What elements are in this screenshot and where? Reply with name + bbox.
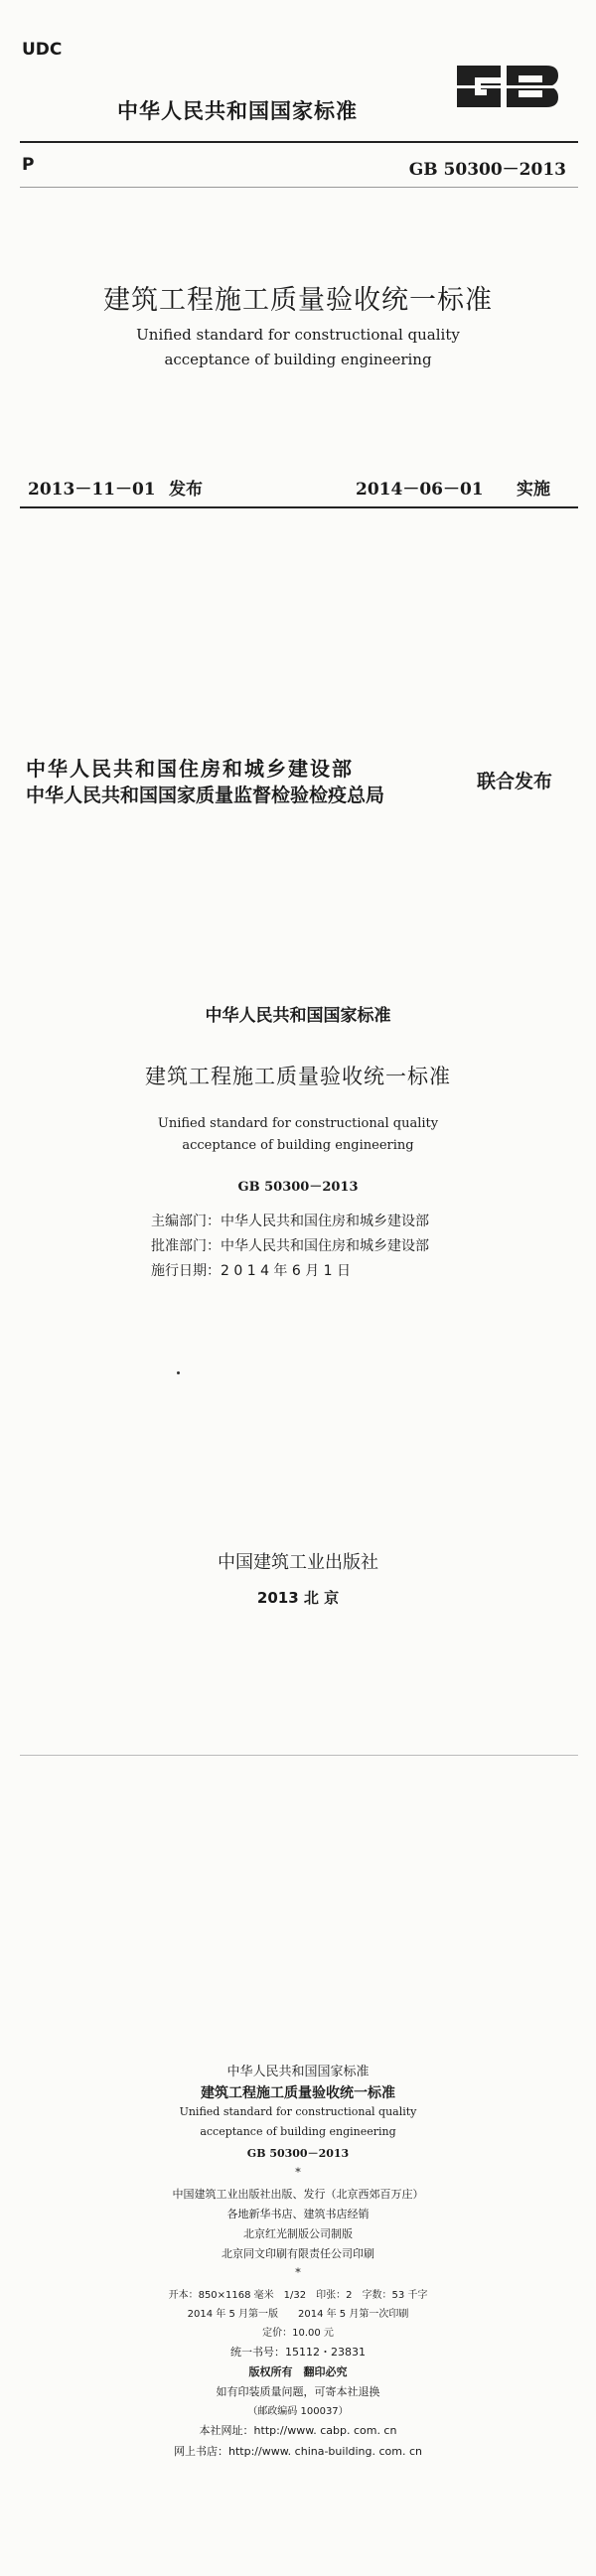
issuer-ministry-housing: 中华人民共和国住房和城乡建设部 bbox=[26, 757, 354, 781]
cover-title-en-1: Unified standard for constructional quality bbox=[136, 326, 460, 344]
cp-printing: 北京同文印刷有限责任公司印刷 bbox=[222, 2247, 374, 2260]
cover-bottom-rule bbox=[20, 506, 578, 508]
title-page bbox=[0, 516, 596, 1306]
cp-star-2: * bbox=[295, 2266, 301, 2279]
cp-typesetting: 北京红光制版公司制版 bbox=[243, 2227, 353, 2240]
cp-national-standard: 中华人民共和国国家标准 bbox=[226, 2065, 370, 2079]
cp-rights: 版权所有 翻印必究 bbox=[248, 2365, 348, 2378]
cp-standard-code: GB 50300－2013 bbox=[246, 2147, 350, 2160]
speck bbox=[177, 1371, 180, 1374]
tp-national-standard: 中华人民共和国国家标准 bbox=[205, 1006, 391, 1026]
issue-word: 发布 bbox=[169, 480, 203, 500]
copyright-page bbox=[0, 1306, 596, 2576]
page-separator bbox=[20, 1755, 578, 1756]
cover-title-en-2: acceptance of building engineering bbox=[164, 351, 432, 368]
cp-publisher-line: 中国建筑工业出版社出版、发行（北京西郊百万庄） bbox=[172, 2188, 424, 2201]
cp-star-1: * bbox=[295, 2166, 301, 2179]
tp-effective-date: 施行日期：2 0 1 4 年 6 月 1 日 bbox=[151, 1263, 352, 1279]
joint-issue-label: 联合发布 bbox=[477, 771, 553, 792]
cover-title-cn: 建筑工程施工质量验收统一标准 bbox=[103, 285, 493, 316]
cp-title-cn: 建筑工程施工质量验收统一标准 bbox=[201, 2085, 395, 2101]
implementation-word: 实施 bbox=[517, 480, 550, 500]
cp-distribution: 各地新华书店、建筑书店经销 bbox=[226, 2208, 370, 2220]
national-standard-label: 中华人民共和国国家标准 bbox=[117, 99, 358, 123]
gb-logo-icon bbox=[447, 62, 564, 111]
tp-chief-editor: 主编部门：中华人民共和国住房和城乡建设部 bbox=[151, 1214, 429, 1229]
implementation-date: 2014－06－01 bbox=[356, 480, 484, 500]
cp-postcode: （邮政编码 100037） bbox=[247, 2406, 349, 2417]
cp-book-number: 统一书号：15112・23831 bbox=[230, 2346, 366, 2359]
issuer-quality-administration: 中华人民共和国国家质量监督检验检疫总局 bbox=[26, 785, 385, 806]
tp-approver: 批准部门：中华人民共和国住房和城乡建设部 bbox=[151, 1238, 429, 1254]
cover-page bbox=[0, 0, 596, 516]
tp-title-cn: 建筑工程施工质量验收统一标准 bbox=[145, 1065, 451, 1088]
tp-title-en-1: Unified standard for constructional quality bbox=[157, 1116, 439, 1131]
cp-online-bookstore[interactable]: 网上书店：http://www. china-building. com. cn bbox=[174, 2445, 422, 2458]
tp-standard-code: GB 50300－2013 bbox=[237, 1180, 359, 1195]
cp-return-notice: 如有印装质量问题，可寄本社退换 bbox=[216, 2385, 380, 2398]
cp-title-en-1: Unified standard for constructional quality bbox=[179, 2105, 417, 2118]
cp-title-en-2: acceptance of building engineering bbox=[200, 2125, 396, 2138]
standard-code: GB 50300－2013 bbox=[408, 160, 566, 180]
cp-edition-line: 2014 年 5 月第一版 2014 年 5 月第一次印刷 bbox=[187, 2309, 409, 2320]
issue-date: 2013－11－01 bbox=[28, 480, 156, 500]
cover-second-rule bbox=[20, 187, 578, 188]
tp-year-city: 2013 北 京 bbox=[256, 1589, 340, 1607]
cp-price: 定价：10.00 元 bbox=[262, 2328, 334, 2339]
cp-format-line: 开本：850×1168 毫米 1/32 印张：2 字数：53 千字 bbox=[168, 2290, 428, 2301]
category-p-label: P bbox=[22, 155, 35, 175]
tp-publisher: 中国建筑工业出版社 bbox=[218, 1552, 378, 1573]
udc-label: UDC bbox=[22, 40, 63, 60]
cp-website[interactable]: 本社网址：http://www. cabp. com. cn bbox=[199, 2424, 397, 2437]
tp-title-en-2: acceptance of building engineering bbox=[182, 1138, 414, 1153]
cover-top-rule bbox=[20, 141, 578, 143]
